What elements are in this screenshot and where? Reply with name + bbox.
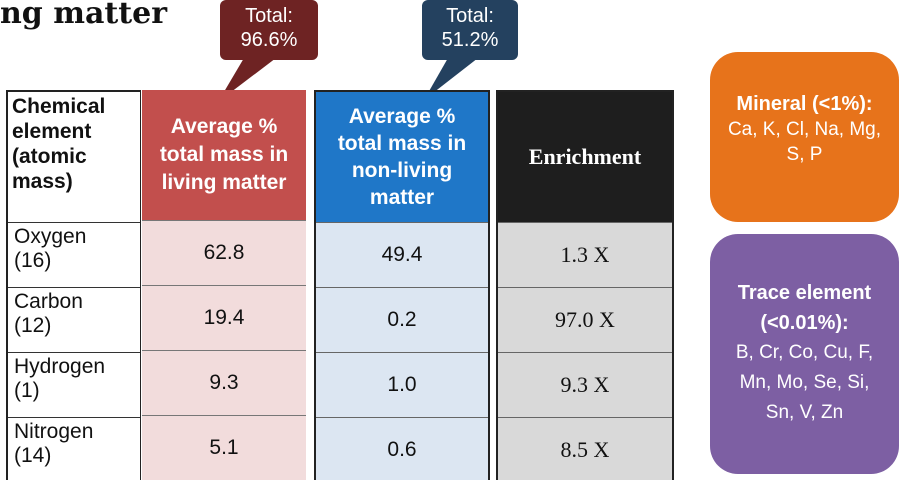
element-mass: (1) <box>14 379 40 402</box>
nonliving-value: 0.6 <box>387 438 417 461</box>
enrichment-value-cell <box>498 222 672 287</box>
enrichment-value: 97.0 X <box>555 307 615 332</box>
enrichment-value-cell <box>498 287 672 352</box>
nonliving-value: 1.0 <box>387 373 417 396</box>
nonliving-value-cell <box>316 352 488 417</box>
nonliving-header-line: non-living <box>351 159 453 182</box>
enrichment-column <box>496 90 674 480</box>
living-value: 62.8 <box>203 241 245 264</box>
element-header <box>8 92 140 222</box>
element-header-line: element <box>12 120 92 143</box>
trace-list-line: Sn, V, Zn <box>765 402 844 423</box>
element-row-hydrogen <box>8 352 140 417</box>
nonliving-value: 0.2 <box>387 308 417 331</box>
living-header-line: living matter <box>161 171 287 194</box>
nonliving-total-label: Total: <box>446 5 494 27</box>
element-row-carbon <box>8 287 140 352</box>
living-value-cell <box>142 285 306 350</box>
living-total-label: Total: <box>245 5 293 27</box>
element-header-line: Chemical <box>12 95 106 118</box>
page-title: ng matter <box>0 0 168 31</box>
nonliving-matter-header <box>316 92 488 222</box>
enrichment-value-cell <box>498 352 672 417</box>
element-mass: (12) <box>14 314 52 337</box>
element-header-line: mass) <box>12 170 73 193</box>
element-column <box>6 90 141 480</box>
element-row-nitrogen <box>8 417 140 482</box>
element-header-line: (atomic <box>12 145 87 168</box>
nonliving-total-value: 51.2% <box>441 29 499 51</box>
mineral-list-line: S, P <box>786 144 823 165</box>
element-name: Oxygen <box>14 225 87 248</box>
living-value: 9.3 <box>209 371 239 394</box>
mineral-heading: Mineral (<1%): <box>736 93 873 115</box>
enrichment-value: 9.3 X <box>560 372 610 397</box>
nonliving-header-line: Average % <box>348 105 456 128</box>
trace-list-line: Mn, Mo, Se, Si, <box>739 372 870 393</box>
element-mass: (16) <box>14 249 52 272</box>
enrichment-value: 1.3 X <box>560 242 610 267</box>
living-value-cell <box>142 415 306 480</box>
enrichment-value-cell <box>498 417 672 482</box>
living-total-callout <box>220 0 318 60</box>
element-mass: (14) <box>14 444 52 467</box>
living-value-cell <box>142 350 306 415</box>
living-matter-header <box>142 90 306 220</box>
trace-element-info-box <box>710 234 899 474</box>
element-name: Nitrogen <box>14 420 94 443</box>
element-name: Hydrogen <box>14 355 106 378</box>
enrichment-value: 8.5 X <box>560 437 610 462</box>
nonliving-header-line: matter <box>369 186 435 209</box>
nonliving-value-cell <box>316 287 488 352</box>
nonliving-header-line: total mass in <box>337 132 467 155</box>
living-header-line: Average % <box>170 115 278 138</box>
nonliving-value: 49.4 <box>381 243 423 266</box>
element-name: Carbon <box>14 290 83 313</box>
mineral-info-box <box>710 52 899 222</box>
trace-list-line: B, Cr, Co, Cu, F, <box>735 342 874 363</box>
nonliving-matter-column <box>314 90 490 480</box>
element-row-oxygen <box>8 222 140 287</box>
trace-heading: Trace element <box>737 282 872 304</box>
nonliving-value-cell <box>316 417 488 482</box>
living-value: 5.1 <box>209 436 239 459</box>
nonliving-total-callout <box>422 0 518 60</box>
living-header-line: total mass in <box>159 143 289 166</box>
living-value: 19.4 <box>203 306 245 329</box>
enrichment-header: Enrichment <box>498 92 672 222</box>
living-matter-column <box>142 90 306 480</box>
trace-heading-percent: (<0.01%): <box>760 312 849 334</box>
living-value-cell <box>142 220 306 285</box>
nonliving-value-cell <box>316 222 488 287</box>
living-total-value: 96.6% <box>240 29 298 51</box>
mineral-list-line: Ca, K, Cl, Na, Mg, <box>727 119 882 140</box>
